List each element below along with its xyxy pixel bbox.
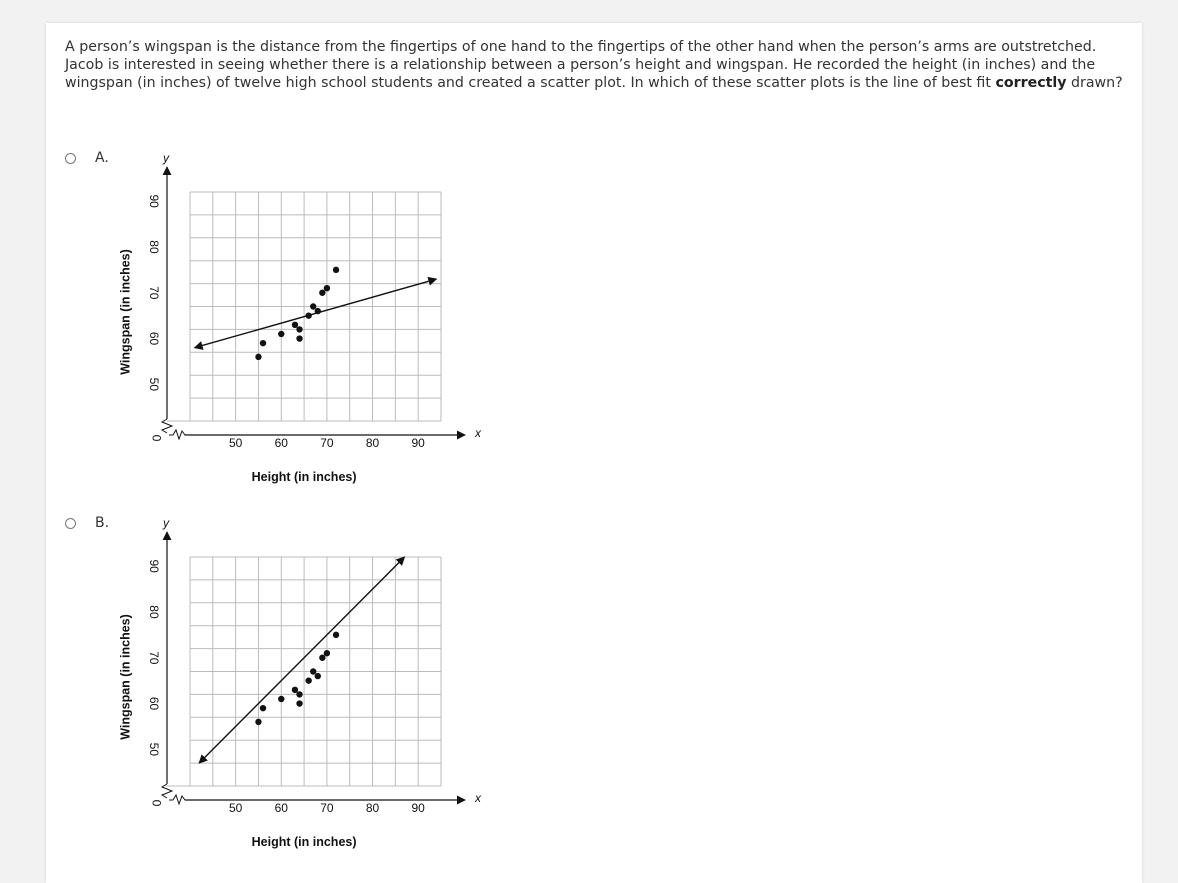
data-point	[319, 655, 325, 661]
data-point	[278, 331, 284, 337]
option-a-label[interactable]: A.	[95, 150, 109, 166]
y-tick-label: 80	[146, 240, 161, 254]
option-a-radio[interactable]	[65, 153, 76, 164]
x-axis-title: Height (in inches)	[251, 835, 357, 849]
y-tick-label: 90	[146, 194, 161, 208]
question-text-end: drawn?	[1066, 75, 1123, 91]
y-axis-title: Wingspan (in inches)	[118, 614, 133, 740]
x-tick-label: 90	[411, 436, 425, 450]
data-point	[310, 668, 316, 674]
x-axis-variable: x	[475, 426, 481, 440]
y-tick-label: 80	[146, 605, 161, 619]
y-tick-label: 60	[146, 331, 161, 346]
x-tick-label: 60	[274, 436, 288, 450]
x-axis-variable: x	[475, 791, 481, 805]
data-point	[319, 290, 325, 296]
x-axis-break	[169, 430, 186, 439]
data-point	[255, 719, 261, 725]
data-point	[333, 267, 339, 273]
x-axis-break	[169, 795, 186, 804]
data-point	[296, 700, 302, 706]
x-tick-label: 90	[411, 801, 425, 815]
data-point	[315, 308, 321, 314]
question-text-part: A person’s wingspan is the distance from the fingertips of one hand to the fingertips of the other hand when the person’s arms are outstretched. Jacob is interested in seeing whether there is a relationship between a person’s height and wingspan. He recorded the height (in inches) and the wingspan (in inches) of twelve high school students and created a scatter plot. In which of these scatter plots is the line of best fit	[65, 39, 1097, 91]
x-tick-label: 70	[320, 801, 334, 815]
data-point	[255, 354, 261, 360]
data-point	[333, 632, 339, 638]
line-of-best-fit	[195, 279, 437, 348]
line-of-best-fit	[199, 557, 404, 763]
data-point	[324, 650, 330, 656]
y-tick-label: 70	[146, 651, 161, 665]
scatter-plot-b	[110, 510, 490, 855]
x-axis-title: Height (in inches)	[251, 470, 357, 484]
y-axis-variable: y	[163, 516, 169, 530]
question-text	[65, 38, 1135, 92]
data-point	[296, 691, 302, 697]
option-b-label[interactable]: B.	[95, 515, 110, 531]
y-tick-label: 90	[146, 559, 161, 573]
data-point	[324, 285, 330, 291]
x-tick-label: 60	[274, 801, 288, 815]
data-point	[292, 322, 298, 328]
y-tick-label: 70	[146, 286, 161, 300]
y-axis-title: Wingspan (in inches)	[118, 249, 133, 375]
x-tick-label: 50	[228, 436, 243, 450]
y-tick-label: 50	[146, 742, 161, 757]
scatter-plot-a	[110, 145, 490, 490]
data-point	[260, 340, 266, 346]
data-point	[292, 687, 298, 693]
x-tick-label: 80	[365, 436, 380, 450]
x-tick-label: 80	[365, 801, 380, 815]
y-tick-label: 50	[146, 377, 161, 392]
origin-label: 0	[150, 799, 164, 807]
data-point	[260, 705, 266, 711]
data-point	[296, 335, 302, 341]
x-tick-label: 50	[228, 801, 243, 815]
data-point	[305, 677, 311, 683]
option-b-radio[interactable]	[65, 518, 76, 529]
data-point	[310, 303, 316, 309]
origin-label: 0	[150, 434, 164, 442]
y-tick-label: 60	[146, 696, 161, 711]
question-emphasis: correctly	[995, 75, 1067, 91]
data-point	[305, 312, 311, 318]
data-point	[315, 673, 321, 679]
y-axis-variable: y	[163, 151, 169, 165]
x-tick-label: 70	[320, 436, 334, 450]
data-point	[296, 326, 302, 332]
data-point	[278, 696, 284, 702]
